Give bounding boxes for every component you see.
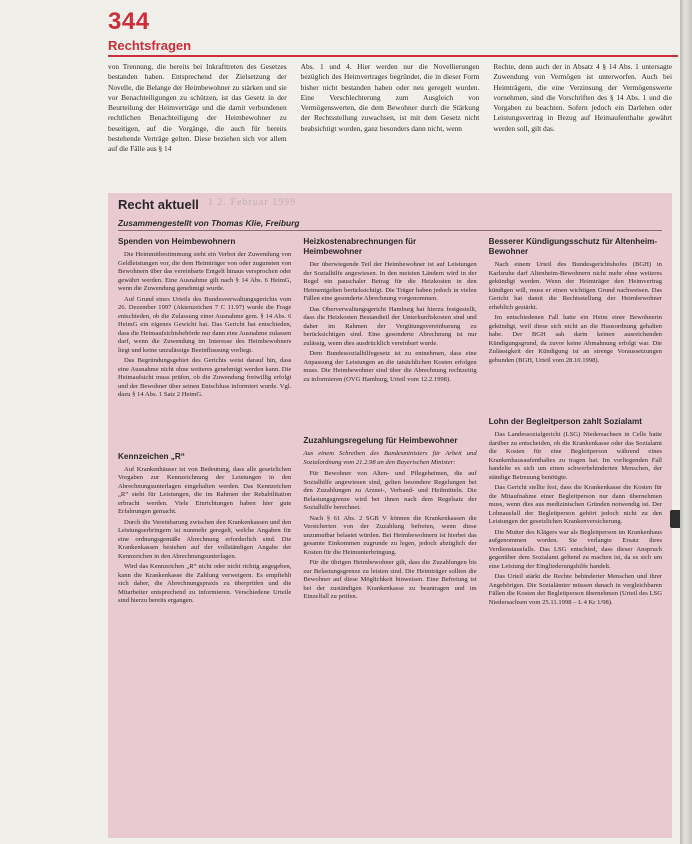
top-text-columns (108, 62, 672, 186)
box-column-2 (303, 237, 476, 833)
article-paragraph: Das Gericht stellte fest, dass die Krankenkasse die Kosten für die Mitaufnahme einer Begleitperson nur dann übernehmen muss, wenn dies aus medizinischen Gründen notwendig ist. Der Lohnausfall der Begleitperson gehört jedoch nicht zu den Leistungen der gesetzlichen Krankenversicherung. (488, 484, 662, 525)
article-paragraph: Das Landessozialgericht (LSG) Niedersachsen in Celle hatte darüber zu entscheiden, ob die Krankenkasse oder das Sozialamt die Kosten für eine Begleitperson während eines Krankenhausaufenthaltes zu tragen hat. Im vorliegenden Fall handelte es sich um einen schwerbehinderten Menschen, der ständige Betreuung benötigte. (488, 431, 662, 481)
article-title: Kennzeichen „R“ (118, 451, 185, 461)
date-stamp: 1 2. Februar 1999 (208, 197, 297, 208)
page-number: 344 (108, 8, 150, 35)
article-body (489, 261, 662, 365)
article-paragraph: Nach § 61 Abs. 2 SGB V können die Krankenkassen die Versicherten von der Zuzahlung befreien, wenn diese unzumutbar belastet würden. Bei Heimbewohnern ist hierbei das gesamte Einkommen zugrunde zu legen, jedoch abzüglich der Kosten für die Heimunterbringung. (303, 514, 477, 556)
article-paragraph: Wird das Kennzeichen „R“ nicht oder nicht richtig angegeben, kann die Krankenkasse die Zahlung verweigern. Es empfiehlt sich daher, die Abrechnungspraxis zu überprüfen und die Mitarbeiter entsprechend zu informieren. Verschiedene Urteile sind hierzu bereits ergangen. (118, 563, 292, 604)
box-title: Recht aktuell (118, 197, 199, 212)
article-paragraph: Durch die Vereinbarung zwischen den Krankenkassen und den Leistungserbringern ist nunmehr geregelt, welche Angaben für eine ordnungsgemäße Abrechnung erforderlich sind. Die Krankenkassen bestehen auf der vollständigen Angabe der Kennzeichen in den Abrechnungsunterlagen. (118, 518, 292, 560)
box-rule (118, 230, 662, 231)
top-column-3: Rechte, denn auch der in Absatz 4 § 14 Abs. 1 untersagte Zuwendung von Vermögen ist unterworfen. Auch bei Heimträgern, die eine Verzinsung der Vermögenswerte vornehmen, sind die Vorschriften des § 14 Abs. 1 und die Vorgaben zu beachten. Sofern jedoch ein Darlehen oder Leistungsvertrag in Bezug auf Heimaufenthalte gewährt werden soll, gilt das. (493, 62, 673, 133)
box-columns (118, 237, 662, 833)
article-paragraph: Der überwiegende Teil der Heimbewohner ist auf Leistungen der Sozialhilfe angewiesen. In den meisten Ländern wird in der Regel ein pauschaler Betrag für die Heizkosten in den Heimentgelten berücksichtigt. Die Träger haben jedoch in vielen Fällen eine gesonderte Abrechnung vorgenommen. (303, 261, 477, 302)
box-column-1 (118, 237, 291, 833)
header-rule (108, 55, 678, 57)
article-body (489, 431, 662, 607)
article-paragraph: Auf Krankenhäuser ist von Bedeutung, dass alle gesetzlichen Vorgaben zur Kennzeichnung der Leistungen in den Abrechnungsunterlagen eingehalten werden. Das Kennzeichen „R“ steht für Leistungen, die im Rahmen der Rehabilitation erbracht werden. Viele Einrichtungen haben hier gute Erfahrungen gemacht. (118, 465, 292, 515)
article-paragraph: Nach einem Urteil des Bundesgerichtshofes (BGH) in Karlsruhe darf Altenheim-Bewohnern nicht mehr ohne weiteres gekündigt werden. Wenn der Heimträger den Heimvertrag kündigen will, muss er einen wichtigen Grund nachweisen. Das Gericht hat damit die Rechtsstellung der Heimbewohner erheblich gestärkt. (488, 261, 662, 311)
article-paragraph: Die Mutter des Klägers war als Begleitperson im Krankenhaus aufgenommen worden. Sie verlangte Ersatz ihres Verdienstausfalls. Das LSG entschied, dass dieser Anspruch gegenüber dem Sozialamt geltend zu machen ist, da es sich um eine Leistung der Eingliederungshilfe handelt. (488, 528, 662, 570)
top-column-1: von Trennung, die bereits bei Inkrafttreten des Gesetzes bestanden haben. Entsprechend der Zielsetzung der Novelle, die Belange der Heimbewohner zu stärken und sie vor Benachteiligungen zu schützen, ist das Gesetz in der Beurteilung der Heimverträge und die damit verbundenen rechtlichen Benachteiligung der Heimbewohner zu beseitigen, auf die Vorgänge, die auch für bereits bestehende Verträge gelten. Diese beziehen sich vor allem auf die Fälle aus § 14 (108, 62, 287, 154)
article-body (303, 470, 476, 602)
article-body (303, 261, 476, 384)
article-title: Besserer Kündigungsschutz für Altenheim-Bewohner (488, 237, 658, 256)
article-paragraph: Auf Grund eines Urteils des Bundesverwaltungsgerichts vom 26. Dezember 1997 (Aktenzeichen 7 C 11.97) wurde die Frage entschieden, ob die Zulassung einer Ausnahme gem. § 14 Abs. 6 HeimG ein eigenes Gewicht hat. Das Gericht hat entschieden, dass die Heimaufsichtsbehörde nur dann eine Ausnahme zulassen darf, wenn die Zuwendung im Interesse des Heimbewohners liegt und keine unzulässige Beeinflussung vorliegt. (118, 295, 292, 354)
binder-clip (670, 510, 680, 528)
box-column-3 (489, 237, 662, 833)
top-column-2: Abs. 1 und 4. Hier werden nur die Novellierungen bezüglich des Heimvertrages begründet, die in dieser Form bisher nicht bestanden haben oder neu geregelt wurden. Eine Verschlechterung zum Ausgleich von Vermögenswerten, die dem Bewohner durch die Stärkung der Rechtsstellung zuwachsen, ist mit dem Gesetz nicht beabsichtigt worden, ganz besonders dann nicht, wenn (300, 62, 480, 133)
article-body (118, 466, 291, 606)
article-paragraph: Für die übrigen Heimbewohner gilt, dass die Zuzahlungen bis zur Belastungsgrenze zu leisten sind. Die Heimträger sollten die Bewohner auf diese Möglichkeit hinweisen. Eine Befreiung ist bei der zuständigen Krankenkasse zu beantragen und im Einzelfall zu prüfen. (303, 559, 477, 600)
recht-aktuell-box (108, 193, 672, 838)
article-paragraph: Für Bewohner von Alten- und Pflegeheimen, die auf Sozialhilfe angewiesen sind, gelten besondere Regelungen bei den Zuzahlungen zu Arznei-, Verband- und Heilmitteln. Die Belastungsgrenze wird bei ihnen nach dem Regelsatz der Sozialhilfe berechnet. (303, 470, 477, 511)
article-title: Heizkostenabrechnungen für Heimbewohner (303, 237, 417, 256)
article-intro: Aus einem Schreiben des Bundesministers für Arbeit und Sozialordnung vom 21.2.98 an den Bayerischen Minister: (303, 450, 477, 466)
article-title: Spenden von Heimbewohnern (118, 237, 236, 246)
article-title: Zuzahlungsregelung für Heimbewohner (303, 436, 458, 445)
section-label: Rechtsfragen (108, 38, 192, 53)
article-title: Lohn der Begleitperson zahlt Sozialamt (488, 417, 642, 426)
page-edge (680, 0, 692, 844)
box-byline: Zusammengestellt von Thomas Klie, Freiburg (118, 218, 300, 228)
article-paragraph: Das Oberverwaltungsgericht Hamburg hat hierzu festgestellt, dass die Heizkosten Bestandteil der Unterkunftskosten sind und daher im Rahmen der Vergütungsvereinbarung zu berücksichtigen sind. Eine gesonderte Abrechnung ist nur zulässig, wenn dies ausdrücklich vereinbart wurde. (303, 305, 477, 347)
article-paragraph: Das Begründungsgebiet des Gerichts weist darauf hin, dass eine Ausnahme nicht ohne weiteres genehmigt werden kann. Die Heimaufsicht muss prüfen, ob die Zuwendung freiwillig erfolgt und der Bewohner über seinen Entschluss informiert wurde. Vgl. dazu § 14 Abs. 1 Satz 2 HeimG. (118, 357, 292, 398)
article-paragraph: Dem Bundessozialhilfegesetz ist zu entnehmen, dass eine Anpassung der Leistungen an die tatsächlichen Kosten erfolgen muss. Die Heimbewohner sind über die Abrechnung rechtzeitig zu informieren (OVG Hamburg, Urteil vom 12.2.1998). (303, 350, 477, 383)
article-paragraph: Das Urteil stärkt die Rechte behinderter Menschen und ihrer Angehörigen. Die Sozialämter müssen danach in vergleichbaren Fällen die Kosten der Begleitperson übernehmen (Urteil des LSG Niedersachsen vom 25.11.1998 – L 4 Kr 1/98). (488, 573, 662, 606)
article-paragraph: Die Heimmitbestimmung sieht ein Verbot der Zuwendung von Geldleistungen vor, die dem Heimträger von oder zugunsten von Bewohnern über das vereinbarte Entgelt hinaus versprochen oder gewährt werden. Eine Ausnahme gilt nach § 14 Abs. 6 HeimG, wenn die Zuwendung genehmigt wurde. (118, 251, 292, 292)
article-body (118, 251, 291, 400)
article-paragraph: Im entschiedenen Fall hatte ein Heim einer Bewohnerin gekündigt, weil diese sich nicht an die Hausordnung gehalten habe. Der BGH sah darin keinen ausreichenden Kündigungsgrund, da zuvor keine Abmahnung erfolgt war. Die Zulässigkeit der Kündigung ist an strenge Voraussetzungen gebunden (BGH, Urteil vom 28.10.1998). (488, 314, 662, 364)
